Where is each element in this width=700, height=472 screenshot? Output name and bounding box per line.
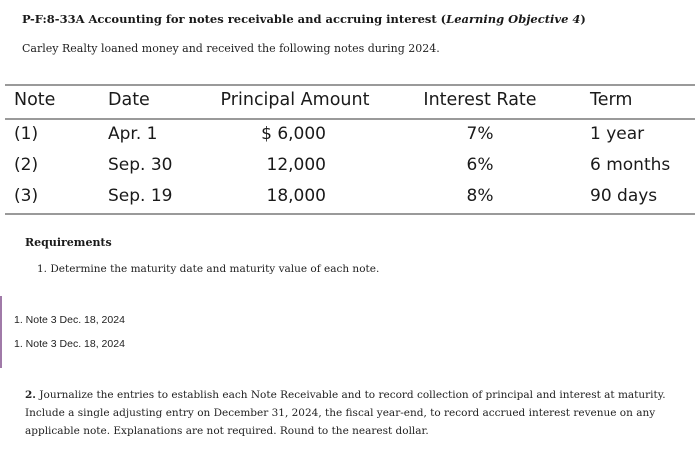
problem-title — [22, 12, 586, 26]
header-term: Term — [590, 90, 633, 110]
row3-term: 90 days — [590, 186, 658, 206]
requirement-2-number: 2. — [25, 389, 36, 401]
row3-principal: 18,000 — [266, 186, 326, 206]
header-note: Note — [14, 90, 56, 110]
header-principal: Principal Amount — [220, 90, 370, 110]
answer-block — [0, 296, 142, 368]
row2-term: 6 months — [590, 155, 671, 175]
problem-id-label: P-F:8-33A Accounting for notes receivable and accruing interest ( — [22, 12, 447, 26]
requirements-heading: Requirements — [25, 236, 112, 249]
requirement-2-text: Journalize the entries to establish each Note Receivable and to record collection of principal and interest at maturity. Include a single adjusting entry on December 31, 2024, the fiscal year-end, to record accrued interest revenue on any applicable note. Explanations are not required. Round to the nearest dollar. — [25, 389, 666, 437]
row1-rate: 7% — [466, 124, 494, 144]
header-date: Date — [108, 90, 150, 110]
row2-principal: 12,000 — [266, 155, 326, 175]
requirement-2 — [25, 386, 685, 440]
table-top-rule — [5, 84, 695, 86]
header-rate: Interest Rate — [423, 90, 537, 110]
row3-note: (3) — [14, 186, 39, 206]
row2-rate: 6% — [466, 155, 494, 175]
row3-rate: 8% — [466, 186, 494, 206]
row3-date: Sep. 19 — [108, 186, 173, 206]
learning-objective: Learning Objective 4 — [446, 12, 581, 26]
title-close-paren: ) — [580, 12, 586, 26]
answer-line: 1. Note 3 Dec. 18, 2024 — [14, 338, 125, 350]
table-header-rule — [5, 118, 695, 120]
requirement-1: 1. Determine the maturity date and maturity value of each note. — [37, 263, 380, 275]
row1-note: (1) — [14, 124, 39, 144]
problem-intro: Carley Realty loaned money and received the following notes during 2024. — [22, 42, 440, 55]
row1-date: Apr. 1 — [108, 124, 158, 144]
answer-line: 1. Note 3 Dec. 18, 2024 — [14, 314, 125, 326]
table-bottom-rule — [5, 213, 695, 215]
row2-note: (2) — [14, 155, 39, 175]
row1-principal: $ 6,000 — [261, 124, 326, 144]
row1-term: 1 year — [590, 124, 645, 144]
row2-date: Sep. 30 — [108, 155, 173, 175]
